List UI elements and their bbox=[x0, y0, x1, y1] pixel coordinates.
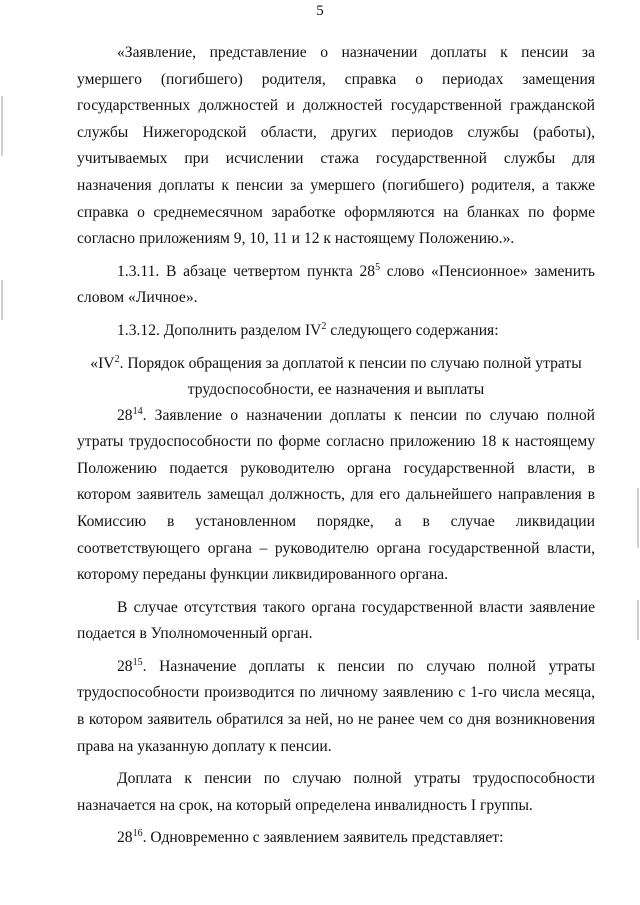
paragraph-28-14 bbox=[77, 403, 595, 589]
paragraph-no-authority: В случае отсутствия такого органа государственной власти заявление подается в Уполномоченный орган. bbox=[77, 598, 595, 643]
section-heading bbox=[77, 351, 595, 403]
paragraph-1-3-11 bbox=[77, 259, 595, 312]
paragraph-28-16 bbox=[77, 825, 595, 852]
superscript: 16 bbox=[132, 828, 143, 840]
paragraph-text: . Заявление о назначении доплаты к пенсии по случаю полной утраты трудоспособности по форме согласно приложению 18 к настоящему Положению подается руководителю органа государственной власти, в котором заявитель замещал должность, для его дальнейшего направления в Комиссию в установленном порядке, а в случае ликвидации соответствующего органа – руководителю органа государственной власти, которому переданы функции ликвидированного органа. bbox=[77, 406, 595, 584]
paragraph-text: 1.3.12. Дополнить разделом IV bbox=[117, 321, 322, 339]
superscript: 2 bbox=[114, 353, 120, 365]
scan-edge-mark bbox=[637, 488, 639, 548]
paragraph-forms-clause: «Заявление, представление о назначении доплаты к пенсии за умершего (погибшего) родителя, справка о периодах замещения государственных должностей и должностей государственной гражданской службы Нижегородской области, других периодов службы (работы), учитываемых при исчислении стажа государственной службы для назначения доплаты к пенсии за умершего (погибшего) родителя, а также справка о среднемесячном заработке оформляются на бланках по форме согласно приложениям 9, 10, 11 и 12 к настоящему Положению.». bbox=[77, 44, 595, 248]
paragraph-28-15 bbox=[77, 654, 595, 760]
scan-edge-mark bbox=[1, 280, 3, 320]
page-number: 5 bbox=[316, 3, 324, 19]
document-body bbox=[77, 40, 595, 852]
paragraph-text: 28 bbox=[117, 406, 133, 424]
superscript: 14 bbox=[132, 405, 143, 417]
paragraph-text: слово «Пенсионное» заменить словом «Личное». bbox=[77, 262, 595, 307]
paragraph-1-3-12 bbox=[77, 318, 595, 345]
scan-edge-mark bbox=[637, 600, 639, 640]
paragraph-text: . Назначение доплаты к пенсии по случаю полной утраты трудоспособности производится по личному заявлению с 1-го числа месяца, в котором заявитель обратился за ней, но не ранее чем со дня возникновения права на указанную доплату к пенсии. bbox=[77, 657, 595, 755]
paragraph-text: 1.3.11. В абзаце четвертом пункта 28 bbox=[117, 262, 376, 280]
superscript: 2 bbox=[321, 320, 327, 332]
paragraph-text: 28 bbox=[117, 829, 133, 847]
superscript: 15 bbox=[132, 656, 143, 668]
superscript: 5 bbox=[375, 261, 381, 273]
heading-text: «IV bbox=[90, 354, 115, 372]
paragraph-text: следующего содержания: bbox=[326, 321, 499, 339]
paragraph-disability-term: Доплата к пенсии по случаю полной утраты трудоспособности назначается на срок, на который определена инвалидность I группы. bbox=[77, 770, 595, 814]
paragraph-text: . Одновременно с заявлением заявитель представляет: bbox=[142, 829, 504, 847]
scan-edge-mark bbox=[1, 96, 3, 156]
paragraph-text: 28 bbox=[117, 657, 133, 675]
heading-text: . Порядок обращения за доплатой к пенсии по случаю полной утраты трудоспособности, ее назначения и выплаты bbox=[119, 354, 582, 398]
